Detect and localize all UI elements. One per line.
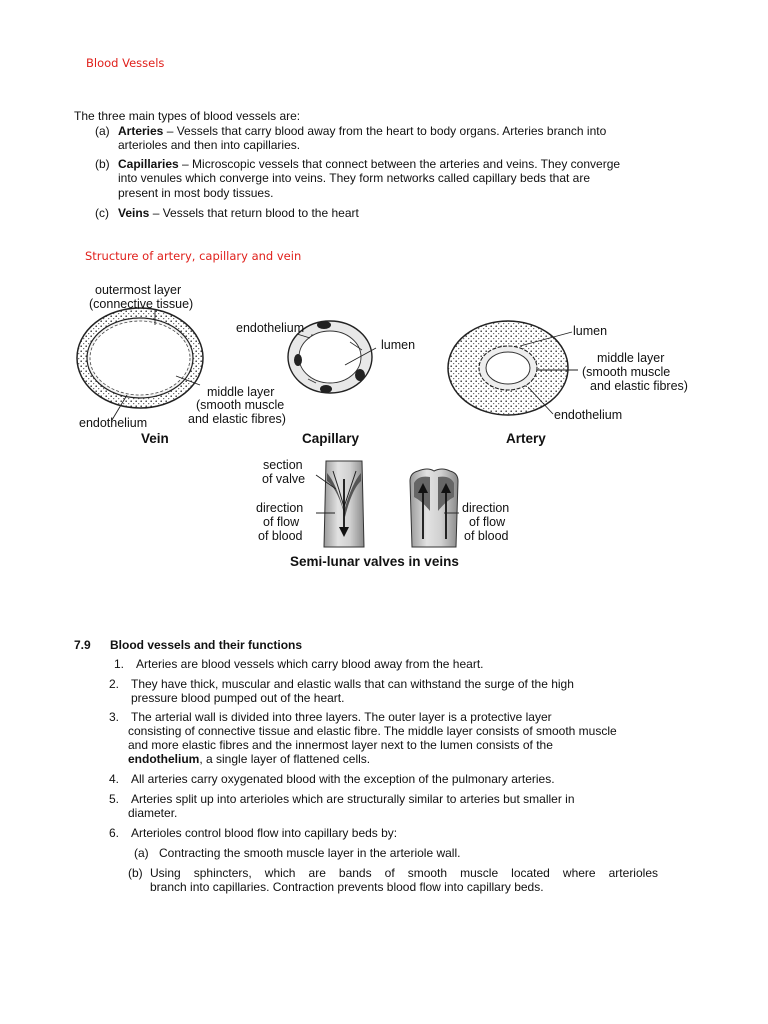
function-2-number: 2. — [109, 677, 120, 691]
type-b-line2: into venules which converge into veins. They form networks called capillary beds that are — [118, 171, 591, 185]
term-capillaries: Capillaries — [118, 157, 179, 171]
type-a-line1: Arteries – Vessels that carry blood away from the heart to body organs. Arteries branch into — [118, 124, 607, 138]
valve-direction-left-1: direction — [256, 501, 304, 515]
type-b-line3: present in most body tissues. — [118, 186, 274, 200]
intro-text: The three main types of blood vessels are: — [74, 109, 301, 123]
artery-middle-label-1: middle layer — [597, 351, 665, 365]
term-endothelium: endothelium — [128, 752, 200, 766]
vein-outer-label-1: outermost layer — [95, 283, 182, 297]
type-a-label: (a) — [95, 124, 110, 138]
function-3-line-1: The arterial wall is divided into three layers. The outer layer is a protective layer — [131, 710, 552, 724]
function-4-line-1: All arteries carry oxygenated blood with the exception of the pulmonary arteries. — [131, 772, 555, 786]
function-5-line-1: Arteries split up into arterioles which are structurally similar to arteries but smaller in — [131, 792, 575, 806]
subitem-b-label: (b) — [128, 866, 143, 880]
vein-title: Vein — [141, 431, 169, 446]
function-5-number: 5. — [109, 792, 120, 806]
artery-title: Artery — [506, 431, 546, 446]
artery-middle-label-3: and elastic fibres) — [590, 379, 688, 393]
term-veins: Veins — [118, 206, 150, 220]
function-3-number: 3. — [109, 710, 120, 724]
capillary-lumen-label: lumen — [381, 338, 416, 352]
artery-endothelium-label: endothelium — [554, 408, 623, 422]
valve-section-label-1: section — [263, 458, 303, 472]
function-2-line-2: pressure blood pumped out of the heart. — [131, 691, 345, 705]
capillary-endothelium-label: endothelium — [236, 321, 305, 335]
function-3-line-4: endothelium, a single layer of flattened cells. — [128, 752, 371, 766]
vein-endothelium-label: endothelium — [79, 416, 148, 430]
blood-vessel-diagram — [0, 275, 768, 580]
function-6-number: 6. — [109, 826, 120, 840]
function-4-number: 4. — [109, 772, 120, 786]
artery-middle-label-2: (smooth muscle — [582, 365, 671, 379]
heading-structure: Structure of artery, capillary and vein — [85, 249, 302, 263]
vein-outer-label-2: (connective tissue) — [89, 297, 194, 311]
function-2-line-1: They have thick, muscular and elastic walls that can withstand the surge of the high — [131, 677, 574, 691]
type-c-label: (c) — [95, 206, 109, 220]
function-1-line-1: Arteries are blood vessels which carry blood away from the heart. — [136, 657, 484, 671]
valve-direction-right-3: of blood — [464, 529, 509, 543]
type-a-line2: arterioles and then into capillaries. — [118, 138, 301, 152]
valve-left-illustration — [324, 461, 364, 547]
vein-middle-label-3: and elastic fibres) — [188, 412, 286, 426]
vein-middle-label-2: (smooth muscle — [196, 398, 285, 412]
valve-right-illustration — [410, 469, 458, 547]
function-6-line-1: Arterioles control blood flow into capillary beds by: — [131, 826, 398, 840]
vein-middle-label-1: middle layer — [207, 385, 275, 399]
vein-illustration — [77, 308, 203, 420]
type-c-line1: Veins – Vessels that return blood to the heart — [118, 206, 359, 220]
valve-direction-right-2: of flow — [469, 515, 506, 529]
type-b-label: (b) — [95, 157, 110, 171]
valve-direction-right-1: direction — [462, 501, 510, 515]
artery-illustration — [448, 321, 578, 415]
function-3-line-2: consisting of connective tissue and elastic fibre. The middle layer consists of smooth muscle — [128, 724, 617, 738]
valve-direction-left-3: of blood — [258, 529, 303, 543]
function-1-number: 1. — [114, 657, 125, 671]
term-arteries: Arteries — [118, 124, 164, 138]
valves-title: Semi-lunar valves in veins — [290, 554, 459, 569]
valve-direction-left-2: of flow — [263, 515, 300, 529]
subitem-a-line-1: Contracting the smooth muscle layer in the arteriole wall. — [159, 846, 461, 860]
type-b-line1: Capillaries – Microscopic vessels that connect between the arteries and veins. They converge — [118, 157, 621, 171]
section-title: Blood vessels and their functions — [110, 638, 303, 652]
section-number: 7.9 — [74, 638, 91, 652]
subitem-b-line-2: branch into capillaries. Contraction prevents blood flow into capillary beds. — [150, 880, 544, 894]
valve-section-label-2: of valve — [262, 472, 306, 486]
subitem-b-line-1: Using sphincters, which are bands of smooth muscle located where arterioles — [150, 866, 658, 880]
function-3-line-3: and more elastic fibres and the innermost layer next to the lumen consists of the — [128, 738, 553, 752]
function-5-line-2: diameter. — [128, 806, 178, 820]
capillary-title: Capillary — [302, 431, 360, 446]
artery-lumen-label: lumen — [573, 324, 608, 338]
subitem-a-label: (a) — [134, 846, 149, 860]
heading-blood-vessels: Blood Vessels — [86, 56, 165, 70]
